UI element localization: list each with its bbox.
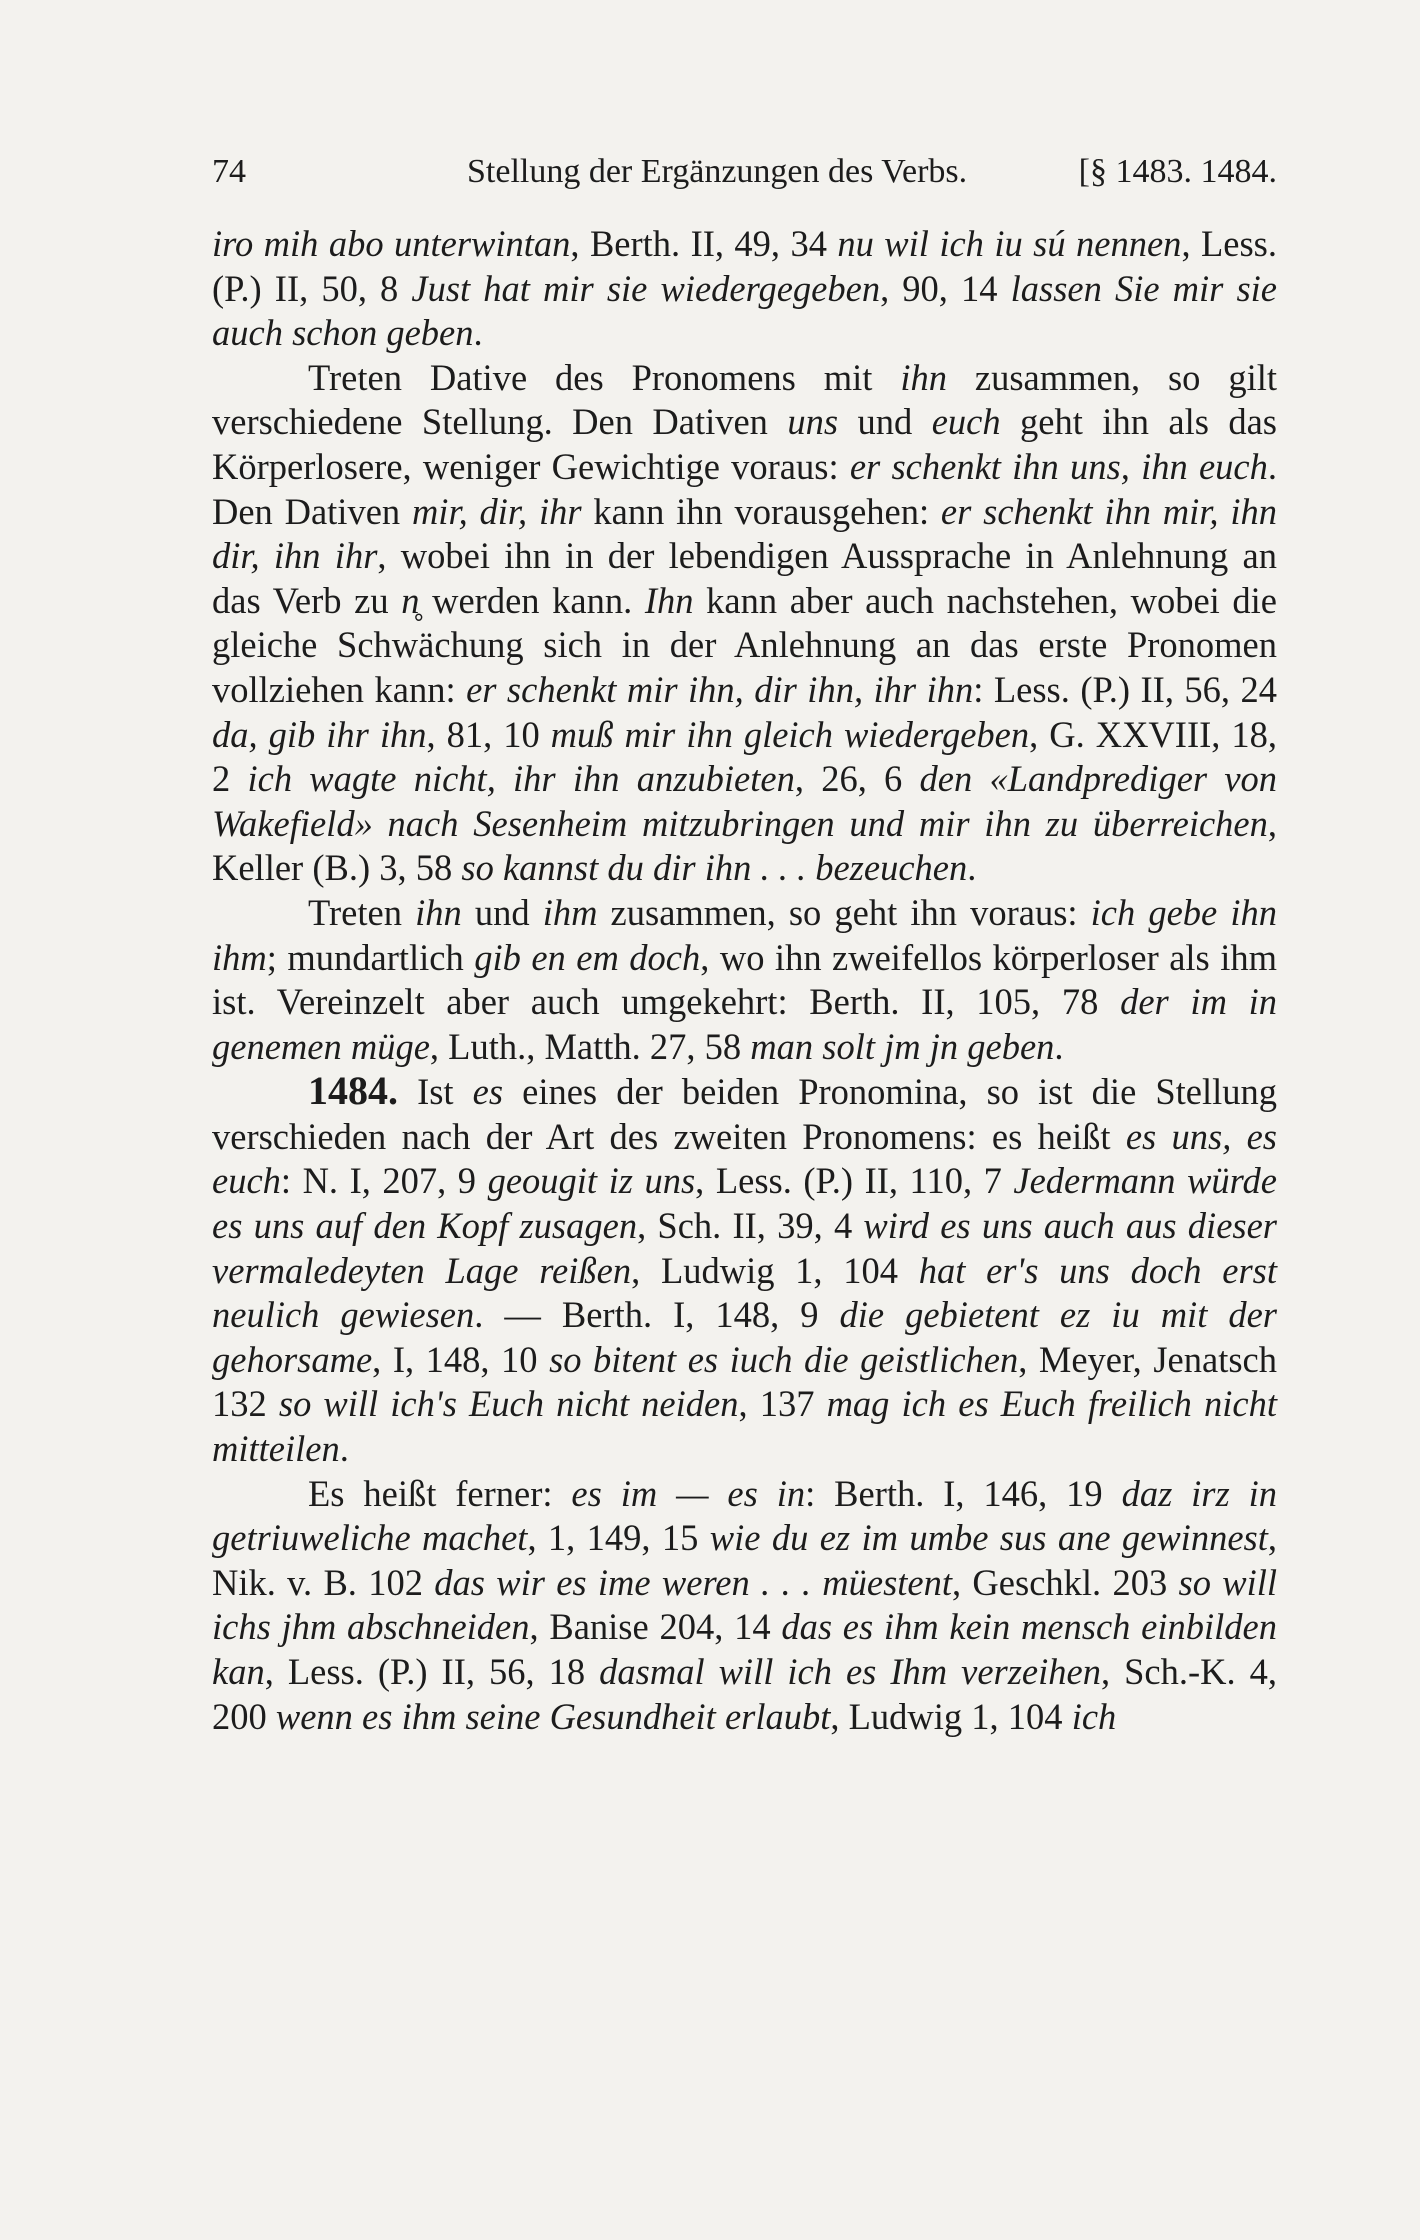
italic-citation: muß mir ihn gleich wiedergeben [550, 713, 1030, 755]
section-number: 1484. [308, 1068, 398, 1114]
italic-citation: hat er's uns doch erst neulich gewiesen [212, 1249, 1277, 1336]
italic-citation: es [472, 1071, 504, 1113]
page-number: 74 [212, 153, 246, 190]
italic-citation: er schenkt ihn uns, ihn euch [849, 445, 1268, 487]
italic-citation: er schenkt mir ihn, dir ihn, ihr ihn [466, 668, 974, 710]
section-reference: [§ 1483. 1484. [1078, 153, 1277, 190]
italic-citation: den «Landprediger von Wakefield» nach Sesenheim mitzubringen und mir ihn zu überreichen [212, 758, 1278, 844]
italic-citation: uns [787, 401, 839, 443]
italic-citation: so kannst du dir ihn . . . bezeuchen [461, 847, 968, 889]
paragraph: iro mih abo unterwintan, Berth. II, 49, 34 nu wil ich iu sú nennen, Less. (P.) II, 50, 8 Just hat mir sie wiedergegeben, 90, 14 lassen Sie mir sie auch schon geben. [212, 223, 1278, 354]
italic-citation: ich wagte nicht, ihr ihn anzubieten [247, 758, 795, 800]
italic-citation: ihn [900, 356, 947, 398]
italic-citation: die gebietent ez iu mit der gehorsame [212, 1294, 1277, 1380]
italic-citation: daz irz in getriuweliche machet [212, 1472, 1277, 1559]
italic-citation: ihm [542, 891, 598, 933]
italic-citation: es uns, es euch [212, 1115, 1278, 1202]
italic-citation: das wir es ime weren . . . müestent [434, 1561, 953, 1603]
italic-citation: mir, dir, ihr [411, 490, 582, 532]
italic-citation: man solt jm jn geben [750, 1025, 1055, 1067]
paragraph: Es heißt ferner: es im — es in: Berth. I, 146, 19 daz irz in getriuweliche machet, 1, 149, 15 wie du ez im umbe sus ane gewinnest, Nik. v. B. 102 das wir es ime weren . . . müestent, Geschkl. 203 so will ichs jhm abschneiden, Banise 204, 14 das es ihm kein mensch einbilden kan, Less. (P.) II, 56, 18 dasmal will ich es Ihm verzeihen, Sch.-K. 4, 200 wenn es ihm seine Gesundheit erlaubt, Ludwig 1, 104 ich [212, 1472, 1278, 1737]
italic-citation: wie du ez im umbe sus ane gewinnest [709, 1517, 1268, 1559]
italic-citation: das es ihm kein mensch einbilden kan [212, 1606, 1277, 1692]
italic-citation: da, gib ihr ihn [212, 713, 427, 755]
italic-citation: ich gebe ihn ihm [212, 891, 1277, 978]
italic-citation: n̥ [401, 579, 420, 621]
italic-citation: wird es uns auch aus dieser vermaledeyten Lage reißen [212, 1205, 1277, 1291]
body-text [212, 222, 1277, 1739]
running-header [212, 150, 1277, 194]
italic-citation: geougit iz uns [487, 1160, 696, 1202]
italic-citation: wenn es ihm seine Gesundheit erlaubt [275, 1695, 831, 1737]
italic-citation: der im in genemen müge [212, 981, 1278, 1067]
italic-citation: euch [931, 401, 1001, 443]
italic-citation: es im — es in [571, 1472, 806, 1514]
italic-citation: mag ich es Euch freilich nicht mitteilen [212, 1383, 1277, 1470]
paragraph: 1484. Ist es eines der beiden Pronomina, so ist die Stellung verschieden nach der Art des zweiten Pronomens: es heißt es uns, es euch: N. I, 207, 9 geougit iz uns, Less. (P.) II, 110, 7 Jedermann würde es uns auf den Kopf zusagen, Sch. II, 39, 4 wird es uns auch aus dieser vermaledeyten Lage reißen, Ludwig 1, 104 hat er's uns doch erst neulich gewiesen. — Berth. I, 148, 9 die gebietent ez iu mit der gehorsame, I, 148, 10 so bitent es iuch die geistlichen, Meyer, Jenatsch 132 so will ich's Euch nicht neiden, 137 mag ich es Euch freilich nicht mitteilen. [212, 1068, 1278, 1470]
italic-citation: er schenkt ihn mir, ihn dir, ihn ihr [212, 490, 1277, 577]
italic-citation: so bitent es iuch die geistlichen [549, 1338, 1019, 1380]
italic-citation: Jedermann würde es uns auf den Kopf zusagen [212, 1160, 1277, 1247]
italic-citation: nu wil ich iu sú nennen [837, 223, 1182, 264]
italic-citation: Just hat mir sie wiedergegeben [411, 267, 881, 309]
italic-citation: iro mih abo unterwintan [212, 223, 571, 264]
italic-citation: ihn [415, 891, 462, 933]
italic-citation: Ihn [644, 579, 694, 621]
italic-citation: so will ichs jhm abschneiden [212, 1561, 1277, 1648]
paragraph: Treten ihn und ihm zusammen, so geht ihn voraus: ich gebe ihn ihm; mundartlich gib en em doch, wo ihn zweifellos körperloser als ihm ist. Vereinzelt aber auch umgekehrt: Berth. II, 105, 78 der im in genemen müge, Luth., Matth. 27, 58 man solt jm jn geben. [212, 891, 1278, 1067]
italic-citation: ich [1071, 1695, 1117, 1737]
running-title: Stellung der Ergänzungen des Verbs. [467, 153, 968, 190]
italic-citation: lassen Sie mir sie auch schon geben [212, 267, 1278, 354]
italic-citation: dasmal will ich es Ihm verzeihen [599, 1651, 1101, 1692]
paragraph: Treten Dative des Pronomens mit ihn zusammen, so gilt verschiedene Stellung. Den Dativen uns und euch geht ihn als das Körperlosere, weniger Gewichtige voraus: er schenkt ihn uns, ihn euch. Den Dativen mir, dir, ihr kann ihn vorausgehen: er schenkt ihn mir, ihn dir, ihn ihr, wobei ihn in der lebendigen Aussprache in Anlehnung an das Verb zu n̥ werden kann. Ihn kann aber auch nachstehen, wobei die gleiche Schwächung sich in der Anlehnung an das erste Pronomen vollziehen kann: er schenkt mir ihn, dir ihn, ihr ihn: Less. (P.) II, 56, 24 da, gib ihr ihn, 81, 10 muß mir ihn gleich wiedergeben, G. XXVIII, 18, 2 ich wagte nicht, ihr ihn anzubieten, 26, 6 den «Landprediger von Wakefield» nach Sesenheim mitzubringen und mir ihn zu überreichen, Keller (B.) 3, 58 so kannst du dir ihn . . . bezeuchen. [212, 356, 1278, 889]
italic-citation: gib en em doch [474, 936, 701, 978]
italic-citation: so will ich's Euch nicht neiden [278, 1383, 739, 1425]
